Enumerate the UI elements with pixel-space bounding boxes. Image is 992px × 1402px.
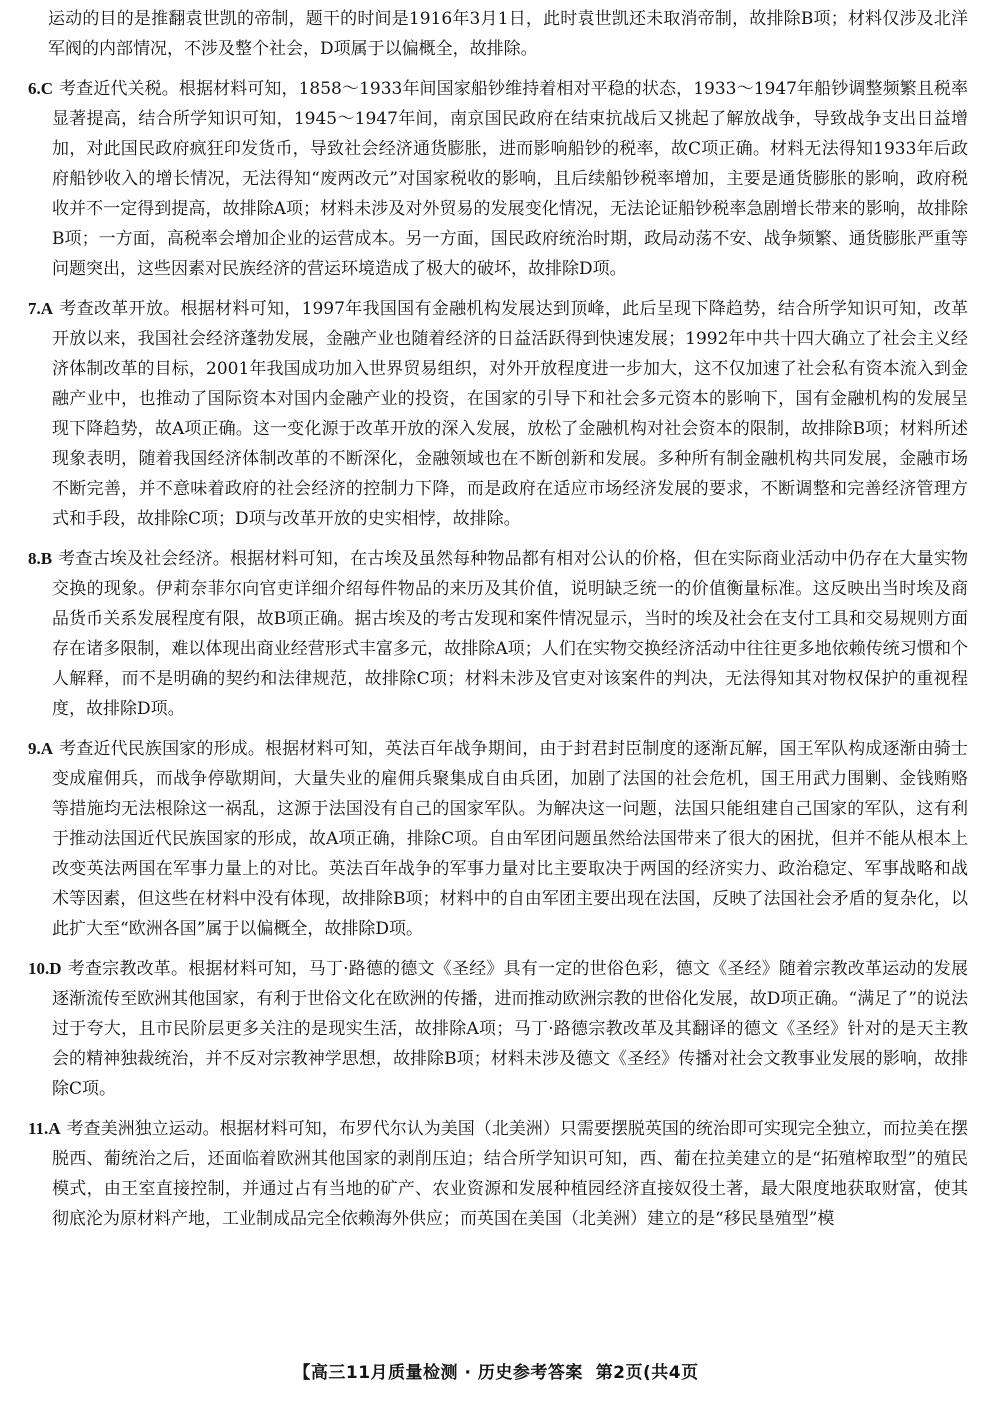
item-number: 7.: [28, 299, 41, 318]
item-number: 6.: [28, 79, 41, 98]
item-explanation: 根据材料可知，马丁·路德的德文《圣经》具有一定的世俗色彩，德文《圣经》随着宗教改革运动的发展逐渐流传至欧洲其他国家，有利于世俗文化在欧洲的传播，进而推动欧洲宗教的世俗化发展，故D项正确。“满足了”的说法过于夸大，且市民阶层更多关注的是现实生活，故排除A项；马丁·路德宗教改革及其翻译的德文《圣经》针对的是天主教会的精神独裁统治，并不反对宗教神学思想，故排除B项；材料未涉及德文《圣经》传播对社会文教事业发展的影响，故排除C项。: [52, 959, 968, 1099]
item-topic: 考查宗教改革。: [67, 959, 189, 979]
item-topic: 考查近代关税。: [59, 79, 179, 99]
item-number: 8.: [28, 549, 41, 568]
item-answer: A: [40, 739, 54, 758]
footer-separator: ·: [464, 1363, 472, 1383]
item-number: 9.: [28, 739, 41, 758]
item-explanation: 根据材料可知，布罗代尔认为美国（北美洲）只需要摆脱英国的统治即可实现完全独立，而拉美在摆脱西、葡统治之后，还面临着欧洲其他国家的剥削压迫；结合所学知识可知，西、葡在拉美建立的是“拓殖榨取型”的殖民模式，由王室直接控制，并通过占有当地的矿产、农业资源和发展种植园经济直接奴役土著，最大限度地获取财富，使其彻底沦为原材料产地，工业制成品完全依赖海外供应；而英国在美国（北美洲）建立的是“移民垦殖型”模: [52, 1119, 968, 1229]
item-topic: 考查近代民族国家的形成。: [59, 739, 265, 759]
item-answer: B: [40, 549, 53, 568]
item-answer: C: [40, 79, 54, 98]
item-answer: A: [48, 1119, 61, 1138]
item-answer: A: [40, 299, 54, 318]
item-number: 11.: [28, 1119, 49, 1138]
item-number: 10.: [28, 959, 50, 978]
footer-bracket: 【: [293, 1363, 311, 1383]
answer-list: [28, 74, 968, 1234]
item-answer: D: [49, 959, 62, 978]
item-topic: 考查改革开放。: [59, 299, 181, 319]
footer-subject: 历史参考答案: [477, 1363, 583, 1383]
answer-item-9: [28, 734, 968, 944]
item-explanation: 根据材料可知，英法百年战争期间，由于封君封臣制度的逐渐瓦解，国王军队构成逐渐由骑士变成雇佣兵，而战争停歇期间，大量失业的雇佣兵聚集成自由兵团，加剧了法国的社会危机，国王用武力围剿、金钱贿赂等措施均无法根除这一祸乱，这源于法国没有自己的国家军队。为解决这一问题，法国只能组建自己国家的军队，这有利于推动法国近代民族国家的形成，故A项正确，排除C项。自由军团问题虽然给法国带来了很大的困扰，但并不能从根本上改变英法两国在军事力量上的对比。英法百年战争的军事力量对比主要取决于两国的经济实力、政治稳定、军事战略和战术等因素，但这些在材料中没有体现，故排除B项；材料中的自由军团主要出现在法国，反映了法国社会矛盾的复杂化，以此扩大至“欧洲各国”属于以偏概全，故排除D项。: [52, 739, 969, 939]
item-explanation: 根据材料可知，在古埃及虽然每种物品都有相对公认的价格，但在实际商业活动中仍存在大量实物交换的现象。伊莉奈菲尔向官吏详细介绍每件物品的来历及其价值，说明缺乏统一的价值衡量标准。这反映出当时埃及商品货币关系发展程度有限，故B项正确。据古埃及的考古发现和案件情况显示，当时的埃及社会在支付工具和交易规则方面存在诸多限制，难以体现出商业经营形式丰富多元，故排除A项；人们在实物交换经济活动中往往更多地依赖传统习惯和个人解释，而不是明确的契约和法律规范，故排除C项；材料未涉及官吏对该案件的判决，无法得知其对物权保护的重视程度，故排除D项。: [52, 549, 969, 719]
answer-item-11: [28, 1114, 968, 1234]
item-topic: 考查古埃及社会经济。: [58, 549, 230, 569]
item-explanation: 根据材料可知，1858～1933年间国家船钞维持着相对平稳的状态，1933～1947年船钞调整频繁且税率显著提高，结合所学知识可知，1945～1947年间，南京国民政府在结束抗战后又挑起了解放战争，导致战争支出日益增加，对此国民政府疯狂印发货币，导致社会经济通货膨胀，进而影响船钞的税率，故C项正确。材料无法得知1933年后政府船钞收入的增长情况，无法得知“废两改元”对国家税收的影响，且后续船钞税率增加，主要是通货膨胀的影响，政府税收并不一定得到提高，故排除A项；材料未涉及对外贸易的发展变化情况，无法论证船钞税率急剧增长带来的影响，故排除B项；一方面，高税率会增加企业的运营成本。另一方面，国民政府统治时期，政局动荡不安、战争频繁、通货膨胀严重等问题突出，这些因素对民族经济的营运环境造成了极大的破坏，故排除D项。: [52, 79, 968, 279]
item-topic: 考查美洲独立运动。: [66, 1119, 220, 1139]
page-footer: [0, 1358, 992, 1383]
footer-page-number: 第2页(共4页: [595, 1363, 699, 1383]
answer-item-6: [28, 74, 968, 284]
answer-item-10: [28, 954, 968, 1104]
item-explanation: 根据材料可知，1997年我国国有金融机构发展达到顶峰，此后呈现下降趋势，结合所学知识可知，改革开放以来，我国社会经济蓬勃发展，金融产业也随着经济的日益活跃得到快速发展；1992年中共十四大确立了社会主义经济体制改革的目标，2001年我国成功加入世界贸易组织，对外开放程度进一步加大，这不仅加速了社会私有资本流入到金融产业中，也推动了国际资本对国内金融产业的投资，在国家的引导下和社会多元资本的影响下，国有金融机构的发展呈现下降趋势，故A项正确。这一变化源于改革开放的深入发展，放松了金融机构对社会资本的限制，故排除B项；材料所述现象表明，随着我国经济体制改革的不断深化，金融领域也在不断创新和发展。多种所有制金融机构共同发展，金融市场不断完善，并不意味着政府的社会经济的控制力下降，而是政府在适应市场经济发展的要求，不断调整和完善经济管理方式和手段，故排除C项；D项与改革开放的史实相悖，故排除。: [52, 299, 969, 529]
answer-item-7: [28, 294, 968, 534]
footer-exam-title: 高三11月质量检测: [310, 1363, 459, 1383]
answer-item-8: [28, 544, 968, 724]
intro-paragraph: 运动的目的是推翻袁世凯的帝制，题干的时间是1916年3月1日，此时袁世凯还未取消帝制，故排除B项；材料仅涉及北洋军阀的内部情况，不涉及整个社会，D项属于以偏概全，故排除。: [48, 9, 968, 59]
